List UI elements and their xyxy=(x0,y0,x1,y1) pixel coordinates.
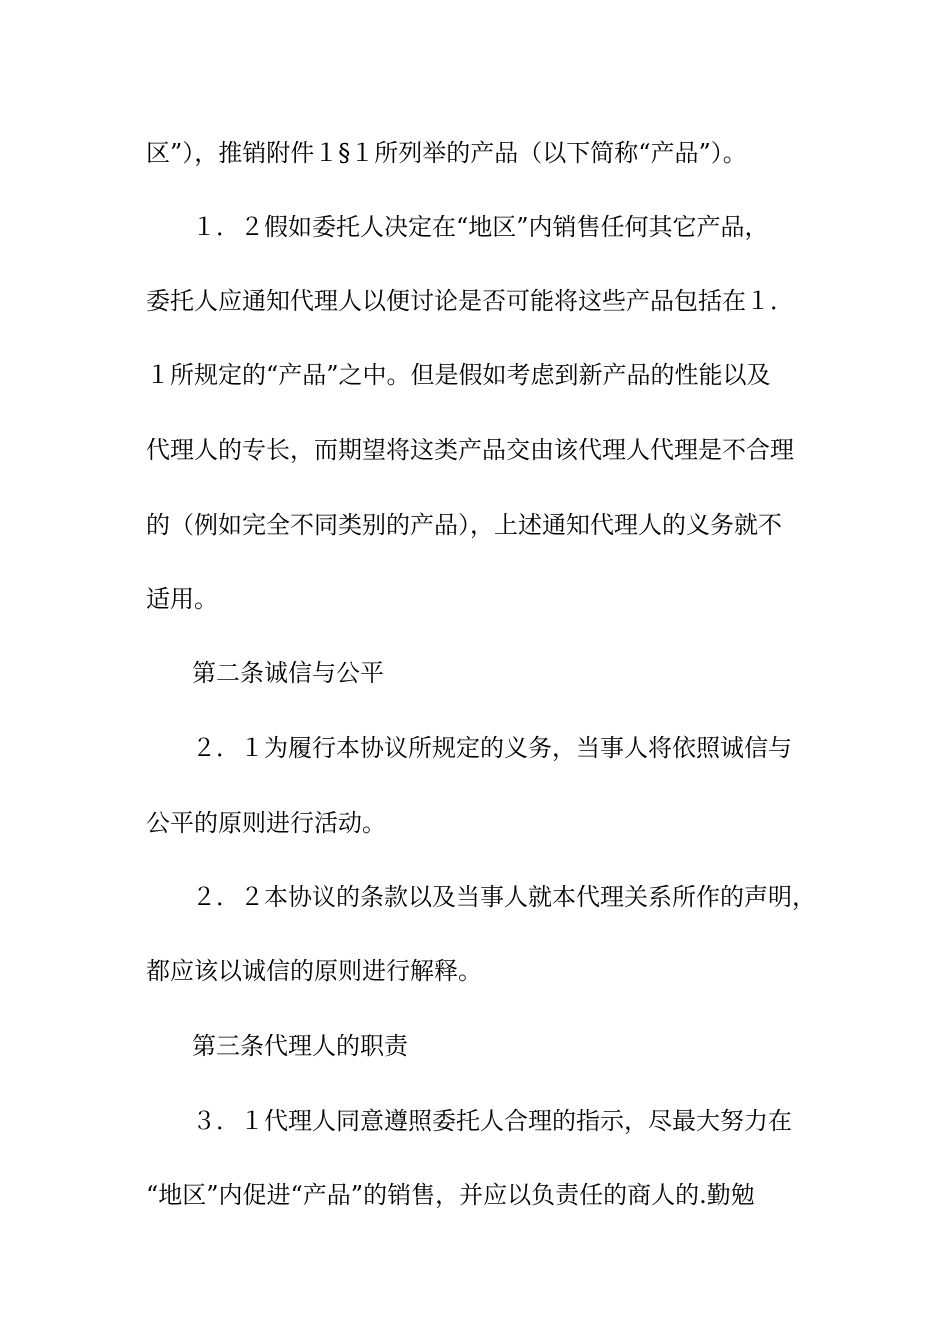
text-line: 代理人的专长，而期望将这类产品交由该代理人代理是不合理 xyxy=(146,436,794,464)
text-line: １所规定的“产品”之中。但是假如考虑到新产品的性能以及 xyxy=(146,361,771,389)
text-line: 委托人应通知代理人以便讨论是否可能将这些产品包括在１． xyxy=(146,287,794,315)
clause-3-1-line: ３．１代理人同意遵照委托人合理的指示，尽最大努力在 xyxy=(192,1107,792,1135)
article-2-heading: 第二条诚信与公平 xyxy=(192,659,384,687)
clause-1-2-line: １．２假如委托人决定在“地区”内销售任何其它产品， xyxy=(192,213,769,241)
text-line: “地区”内促进“产品”的销售，并应以负责任的商人的.勤勉 xyxy=(146,1181,755,1209)
clause-2-2-line: ２．２本协议的条款以及当事人就本代理关系所作的声明， xyxy=(192,883,816,911)
text-line: 适用。 xyxy=(146,585,218,613)
text-line: 区”），推销附件１§１所列举的产品（以下简称“产品”）。 xyxy=(146,139,747,167)
article-3-heading: 第三条代理人的职责 xyxy=(192,1032,408,1060)
text-line: 都应该以诚信的原则进行解释。 xyxy=(146,957,482,985)
text-line: 公平的原则进行活动。 xyxy=(146,809,386,837)
clause-2-1-line: ２．１为履行本协议所规定的义务，当事人将依照诚信与 xyxy=(192,734,792,762)
text-line: 的（例如完全不同类别的产品），上述通知代理人的义务就不 xyxy=(146,511,782,539)
